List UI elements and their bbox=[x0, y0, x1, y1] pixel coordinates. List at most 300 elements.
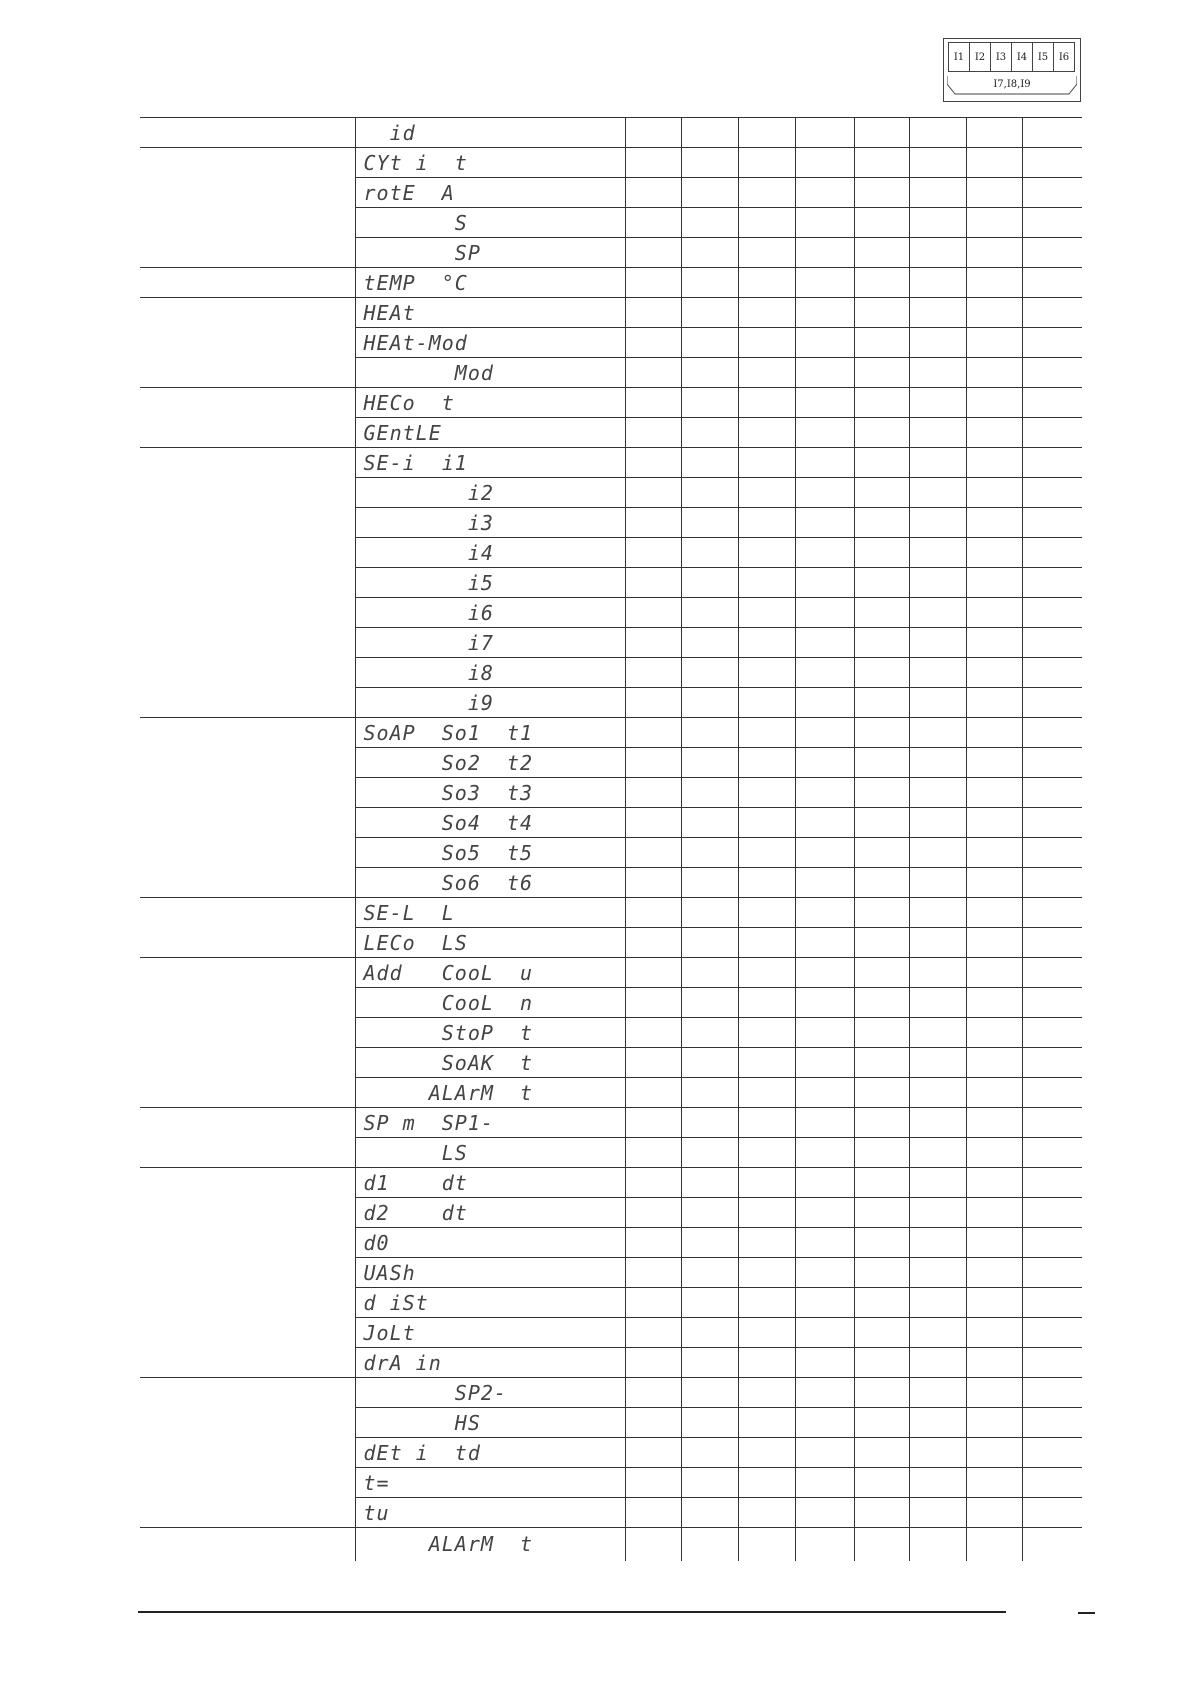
value-cell[interactable] bbox=[854, 148, 909, 178]
value-cell[interactable] bbox=[966, 478, 1022, 508]
value-cell[interactable] bbox=[681, 1468, 738, 1498]
value-cell[interactable] bbox=[909, 448, 966, 478]
value-cell[interactable] bbox=[966, 1258, 1022, 1288]
value-cell[interactable] bbox=[625, 898, 681, 928]
value-cell[interactable] bbox=[909, 1438, 966, 1468]
value-cell[interactable] bbox=[625, 1228, 681, 1258]
value-cell[interactable] bbox=[966, 1318, 1022, 1348]
value-cell[interactable] bbox=[625, 1258, 681, 1288]
value-cell[interactable] bbox=[681, 1408, 738, 1438]
value-cell[interactable] bbox=[966, 1138, 1022, 1168]
value-cell[interactable] bbox=[625, 1288, 681, 1318]
value-cell[interactable] bbox=[681, 718, 738, 748]
value-cell[interactable] bbox=[738, 1078, 795, 1108]
value-cell[interactable] bbox=[966, 268, 1022, 298]
value-cell[interactable] bbox=[909, 598, 966, 628]
value-cell[interactable] bbox=[738, 1468, 795, 1498]
value-cell[interactable] bbox=[909, 628, 966, 658]
value-cell[interactable] bbox=[1022, 1498, 1082, 1528]
value-cell[interactable] bbox=[738, 958, 795, 988]
value-cell[interactable] bbox=[854, 748, 909, 778]
value-cell[interactable] bbox=[1022, 388, 1082, 418]
value-cell[interactable] bbox=[966, 748, 1022, 778]
value-cell[interactable] bbox=[681, 118, 738, 148]
value-cell[interactable] bbox=[738, 1288, 795, 1318]
value-cell[interactable] bbox=[681, 928, 738, 958]
value-cell[interactable] bbox=[966, 298, 1022, 328]
value-cell[interactable] bbox=[681, 478, 738, 508]
value-cell[interactable] bbox=[854, 1438, 909, 1468]
value-cell[interactable] bbox=[795, 778, 854, 808]
value-cell[interactable] bbox=[738, 1318, 795, 1348]
value-cell[interactable] bbox=[681, 1138, 738, 1168]
value-cell[interactable] bbox=[854, 1288, 909, 1318]
value-cell[interactable] bbox=[795, 808, 854, 838]
value-cell[interactable] bbox=[966, 1018, 1022, 1048]
value-cell[interactable] bbox=[738, 1498, 795, 1528]
value-cell[interactable] bbox=[854, 778, 909, 808]
value-cell[interactable] bbox=[909, 1168, 966, 1198]
value-cell[interactable] bbox=[909, 1468, 966, 1498]
value-cell[interactable] bbox=[909, 568, 966, 598]
value-cell[interactable] bbox=[1022, 958, 1082, 988]
value-cell[interactable] bbox=[681, 898, 738, 928]
value-cell[interactable] bbox=[681, 238, 738, 268]
value-cell[interactable] bbox=[738, 328, 795, 358]
value-cell[interactable] bbox=[681, 838, 738, 868]
value-cell[interactable] bbox=[625, 808, 681, 838]
value-cell[interactable] bbox=[681, 1378, 738, 1408]
value-cell[interactable] bbox=[966, 898, 1022, 928]
value-cell[interactable] bbox=[625, 1198, 681, 1228]
value-cell[interactable] bbox=[625, 1318, 681, 1348]
value-cell[interactable] bbox=[1022, 748, 1082, 778]
value-cell[interactable] bbox=[1022, 568, 1082, 598]
value-cell[interactable] bbox=[625, 538, 681, 568]
value-cell[interactable] bbox=[1022, 148, 1082, 178]
value-cell[interactable] bbox=[909, 298, 966, 328]
value-cell[interactable] bbox=[1022, 1468, 1082, 1498]
value-cell[interactable] bbox=[966, 1078, 1022, 1108]
value-cell[interactable] bbox=[854, 478, 909, 508]
value-cell[interactable] bbox=[681, 658, 738, 688]
value-cell[interactable] bbox=[909, 178, 966, 208]
value-cell[interactable] bbox=[681, 148, 738, 178]
value-cell[interactable] bbox=[625, 778, 681, 808]
value-cell[interactable] bbox=[1022, 1528, 1082, 1561]
value-cell[interactable] bbox=[909, 748, 966, 778]
value-cell[interactable] bbox=[966, 1228, 1022, 1258]
value-cell[interactable] bbox=[909, 868, 966, 898]
value-cell[interactable] bbox=[1022, 868, 1082, 898]
value-cell[interactable] bbox=[625, 748, 681, 778]
value-cell[interactable] bbox=[738, 148, 795, 178]
value-cell[interactable] bbox=[966, 508, 1022, 538]
value-cell[interactable] bbox=[854, 718, 909, 748]
value-cell[interactable] bbox=[1022, 658, 1082, 688]
value-cell[interactable] bbox=[795, 298, 854, 328]
value-cell[interactable] bbox=[625, 478, 681, 508]
value-cell[interactable] bbox=[681, 748, 738, 778]
value-cell[interactable] bbox=[1022, 778, 1082, 808]
value-cell[interactable] bbox=[854, 1018, 909, 1048]
value-cell[interactable] bbox=[795, 1078, 854, 1108]
value-cell[interactable] bbox=[625, 868, 681, 898]
value-cell[interactable] bbox=[909, 1258, 966, 1288]
value-cell[interactable] bbox=[854, 958, 909, 988]
value-cell[interactable] bbox=[625, 1048, 681, 1078]
value-cell[interactable] bbox=[966, 568, 1022, 598]
value-cell[interactable] bbox=[681, 178, 738, 208]
value-cell[interactable] bbox=[1022, 718, 1082, 748]
value-cell[interactable] bbox=[795, 898, 854, 928]
value-cell[interactable] bbox=[854, 1408, 909, 1438]
value-cell[interactable] bbox=[681, 418, 738, 448]
value-cell[interactable] bbox=[738, 1018, 795, 1048]
value-cell[interactable] bbox=[738, 1228, 795, 1258]
value-cell[interactable] bbox=[1022, 508, 1082, 538]
value-cell[interactable] bbox=[854, 1498, 909, 1528]
value-cell[interactable] bbox=[966, 688, 1022, 718]
value-cell[interactable] bbox=[854, 448, 909, 478]
value-cell[interactable] bbox=[909, 478, 966, 508]
value-cell[interactable] bbox=[966, 1348, 1022, 1378]
value-cell[interactable] bbox=[795, 718, 854, 748]
value-cell[interactable] bbox=[966, 358, 1022, 388]
value-cell[interactable] bbox=[909, 1228, 966, 1258]
value-cell[interactable] bbox=[738, 1168, 795, 1198]
value-cell[interactable] bbox=[966, 1408, 1022, 1438]
value-cell[interactable] bbox=[854, 838, 909, 868]
value-cell[interactable] bbox=[1022, 1288, 1082, 1318]
value-cell[interactable] bbox=[681, 388, 738, 418]
value-cell[interactable] bbox=[795, 1288, 854, 1318]
value-cell[interactable] bbox=[909, 538, 966, 568]
value-cell[interactable] bbox=[854, 358, 909, 388]
value-cell[interactable] bbox=[909, 118, 966, 148]
value-cell[interactable] bbox=[909, 1378, 966, 1408]
value-cell[interactable] bbox=[795, 418, 854, 448]
value-cell[interactable] bbox=[966, 1108, 1022, 1138]
value-cell[interactable] bbox=[795, 1168, 854, 1198]
value-cell[interactable] bbox=[738, 1138, 795, 1168]
value-cell[interactable] bbox=[681, 358, 738, 388]
value-cell[interactable] bbox=[966, 718, 1022, 748]
value-cell[interactable] bbox=[909, 1498, 966, 1528]
value-cell[interactable] bbox=[738, 208, 795, 238]
value-cell[interactable] bbox=[1022, 1078, 1082, 1108]
value-cell[interactable] bbox=[625, 598, 681, 628]
value-cell[interactable] bbox=[738, 478, 795, 508]
value-cell[interactable] bbox=[738, 868, 795, 898]
value-cell[interactable] bbox=[909, 778, 966, 808]
value-cell[interactable] bbox=[795, 1378, 854, 1408]
value-cell[interactable] bbox=[1022, 928, 1082, 958]
value-cell[interactable] bbox=[625, 1498, 681, 1528]
value-cell[interactable] bbox=[795, 508, 854, 538]
value-cell[interactable] bbox=[854, 808, 909, 838]
value-cell[interactable] bbox=[854, 868, 909, 898]
value-cell[interactable] bbox=[625, 508, 681, 538]
value-cell[interactable] bbox=[738, 568, 795, 598]
value-cell[interactable] bbox=[681, 958, 738, 988]
value-cell[interactable] bbox=[681, 208, 738, 238]
value-cell[interactable] bbox=[738, 1528, 795, 1561]
value-cell[interactable] bbox=[795, 1048, 854, 1078]
value-cell[interactable] bbox=[738, 1408, 795, 1438]
value-cell[interactable] bbox=[1022, 1138, 1082, 1168]
value-cell[interactable] bbox=[909, 958, 966, 988]
value-cell[interactable] bbox=[738, 1348, 795, 1378]
value-cell[interactable] bbox=[909, 1018, 966, 1048]
value-cell[interactable] bbox=[681, 1288, 738, 1318]
value-cell[interactable] bbox=[625, 238, 681, 268]
value-cell[interactable] bbox=[1022, 358, 1082, 388]
value-cell[interactable] bbox=[795, 1438, 854, 1468]
value-cell[interactable] bbox=[909, 238, 966, 268]
value-cell[interactable] bbox=[625, 1138, 681, 1168]
value-cell[interactable] bbox=[625, 658, 681, 688]
value-cell[interactable] bbox=[1022, 808, 1082, 838]
value-cell[interactable] bbox=[909, 148, 966, 178]
value-cell[interactable] bbox=[795, 1408, 854, 1438]
value-cell[interactable] bbox=[909, 1108, 966, 1138]
value-cell[interactable] bbox=[1022, 1108, 1082, 1138]
value-cell[interactable] bbox=[854, 1228, 909, 1258]
value-cell[interactable] bbox=[681, 868, 738, 898]
value-cell[interactable] bbox=[738, 1108, 795, 1138]
value-cell[interactable] bbox=[681, 1498, 738, 1528]
value-cell[interactable] bbox=[909, 268, 966, 298]
value-cell[interactable] bbox=[1022, 988, 1082, 1018]
value-cell[interactable] bbox=[681, 1198, 738, 1228]
value-cell[interactable] bbox=[681, 1018, 738, 1048]
value-cell[interactable] bbox=[738, 118, 795, 148]
value-cell[interactable] bbox=[795, 688, 854, 718]
value-cell[interactable] bbox=[1022, 1408, 1082, 1438]
value-cell[interactable] bbox=[681, 688, 738, 718]
value-cell[interactable] bbox=[795, 538, 854, 568]
value-cell[interactable] bbox=[795, 1318, 854, 1348]
value-cell[interactable] bbox=[738, 1198, 795, 1228]
value-cell[interactable] bbox=[795, 598, 854, 628]
value-cell[interactable] bbox=[1022, 1258, 1082, 1288]
value-cell[interactable] bbox=[738, 1048, 795, 1078]
value-cell[interactable] bbox=[681, 1228, 738, 1258]
value-cell[interactable] bbox=[854, 238, 909, 268]
value-cell[interactable] bbox=[909, 688, 966, 718]
value-cell[interactable] bbox=[909, 418, 966, 448]
value-cell[interactable] bbox=[738, 358, 795, 388]
value-cell[interactable] bbox=[909, 928, 966, 958]
value-cell[interactable] bbox=[625, 418, 681, 448]
value-cell[interactable] bbox=[966, 658, 1022, 688]
value-cell[interactable] bbox=[966, 118, 1022, 148]
value-cell[interactable] bbox=[854, 1318, 909, 1348]
value-cell[interactable] bbox=[854, 538, 909, 568]
value-cell[interactable] bbox=[795, 118, 854, 148]
value-cell[interactable] bbox=[966, 388, 1022, 418]
value-cell[interactable] bbox=[854, 568, 909, 598]
value-cell[interactable] bbox=[738, 808, 795, 838]
value-cell[interactable] bbox=[795, 238, 854, 268]
value-cell[interactable] bbox=[909, 658, 966, 688]
value-cell[interactable] bbox=[854, 688, 909, 718]
value-cell[interactable] bbox=[909, 328, 966, 358]
value-cell[interactable] bbox=[625, 208, 681, 238]
value-cell[interactable] bbox=[738, 928, 795, 958]
value-cell[interactable] bbox=[738, 1378, 795, 1408]
value-cell[interactable] bbox=[625, 1168, 681, 1198]
value-cell[interactable] bbox=[625, 448, 681, 478]
value-cell[interactable] bbox=[909, 988, 966, 1018]
value-cell[interactable] bbox=[795, 838, 854, 868]
value-cell[interactable] bbox=[738, 988, 795, 1018]
value-cell[interactable] bbox=[795, 568, 854, 598]
value-cell[interactable] bbox=[909, 898, 966, 928]
value-cell[interactable] bbox=[738, 418, 795, 448]
value-cell[interactable] bbox=[625, 298, 681, 328]
value-cell[interactable] bbox=[795, 748, 854, 778]
value-cell[interactable] bbox=[625, 1528, 681, 1561]
value-cell[interactable] bbox=[1022, 238, 1082, 268]
value-cell[interactable] bbox=[854, 1378, 909, 1408]
value-cell[interactable] bbox=[681, 988, 738, 1018]
value-cell[interactable] bbox=[966, 928, 1022, 958]
value-cell[interactable] bbox=[854, 418, 909, 448]
value-cell[interactable] bbox=[966, 988, 1022, 1018]
value-cell[interactable] bbox=[738, 658, 795, 688]
value-cell[interactable] bbox=[966, 178, 1022, 208]
value-cell[interactable] bbox=[681, 1348, 738, 1378]
value-cell[interactable] bbox=[909, 718, 966, 748]
value-cell[interactable] bbox=[625, 328, 681, 358]
value-cell[interactable] bbox=[966, 208, 1022, 238]
value-cell[interactable] bbox=[795, 1528, 854, 1561]
value-cell[interactable] bbox=[1022, 208, 1082, 238]
value-cell[interactable] bbox=[738, 898, 795, 928]
value-cell[interactable] bbox=[909, 808, 966, 838]
value-cell[interactable] bbox=[738, 388, 795, 418]
value-cell[interactable] bbox=[795, 388, 854, 418]
value-cell[interactable] bbox=[966, 778, 1022, 808]
value-cell[interactable] bbox=[738, 778, 795, 808]
value-cell[interactable] bbox=[795, 1348, 854, 1378]
value-cell[interactable] bbox=[625, 568, 681, 598]
value-cell[interactable] bbox=[625, 1438, 681, 1468]
value-cell[interactable] bbox=[854, 1078, 909, 1108]
value-cell[interactable] bbox=[966, 958, 1022, 988]
value-cell[interactable] bbox=[681, 298, 738, 328]
value-cell[interactable] bbox=[1022, 448, 1082, 478]
value-cell[interactable] bbox=[966, 1498, 1022, 1528]
value-cell[interactable] bbox=[795, 1108, 854, 1138]
value-cell[interactable] bbox=[681, 1258, 738, 1288]
value-cell[interactable] bbox=[625, 1018, 681, 1048]
value-cell[interactable] bbox=[795, 1198, 854, 1228]
value-cell[interactable] bbox=[909, 1288, 966, 1318]
value-cell[interactable] bbox=[795, 1258, 854, 1288]
value-cell[interactable] bbox=[909, 1078, 966, 1108]
value-cell[interactable] bbox=[854, 598, 909, 628]
value-cell[interactable] bbox=[966, 808, 1022, 838]
value-cell[interactable] bbox=[681, 1168, 738, 1198]
value-cell[interactable] bbox=[854, 928, 909, 958]
value-cell[interactable] bbox=[966, 238, 1022, 268]
value-cell[interactable] bbox=[854, 1258, 909, 1288]
value-cell[interactable] bbox=[909, 1198, 966, 1228]
value-cell[interactable] bbox=[1022, 1168, 1082, 1198]
value-cell[interactable] bbox=[625, 148, 681, 178]
value-cell[interactable] bbox=[854, 658, 909, 688]
value-cell[interactable] bbox=[681, 1108, 738, 1138]
value-cell[interactable] bbox=[625, 118, 681, 148]
value-cell[interactable] bbox=[681, 538, 738, 568]
value-cell[interactable] bbox=[625, 958, 681, 988]
value-cell[interactable] bbox=[795, 628, 854, 658]
value-cell[interactable] bbox=[966, 1198, 1022, 1228]
value-cell[interactable] bbox=[625, 1468, 681, 1498]
value-cell[interactable] bbox=[681, 628, 738, 658]
value-cell[interactable] bbox=[854, 1528, 909, 1561]
value-cell[interactable] bbox=[909, 388, 966, 418]
value-cell[interactable] bbox=[909, 838, 966, 868]
value-cell[interactable] bbox=[625, 358, 681, 388]
value-cell[interactable] bbox=[738, 538, 795, 568]
value-cell[interactable] bbox=[625, 178, 681, 208]
value-cell[interactable] bbox=[681, 808, 738, 838]
value-cell[interactable] bbox=[1022, 1378, 1082, 1408]
value-cell[interactable] bbox=[738, 718, 795, 748]
value-cell[interactable] bbox=[1022, 688, 1082, 718]
value-cell[interactable] bbox=[966, 418, 1022, 448]
value-cell[interactable] bbox=[966, 1528, 1022, 1561]
value-cell[interactable] bbox=[966, 448, 1022, 478]
value-cell[interactable] bbox=[854, 988, 909, 1018]
value-cell[interactable] bbox=[738, 238, 795, 268]
value-cell[interactable] bbox=[1022, 328, 1082, 358]
value-cell[interactable] bbox=[681, 1048, 738, 1078]
value-cell[interactable] bbox=[854, 898, 909, 928]
value-cell[interactable] bbox=[738, 838, 795, 868]
value-cell[interactable] bbox=[966, 598, 1022, 628]
value-cell[interactable] bbox=[966, 148, 1022, 178]
value-cell[interactable] bbox=[854, 268, 909, 298]
value-cell[interactable] bbox=[625, 1348, 681, 1378]
value-cell[interactable] bbox=[738, 298, 795, 328]
value-cell[interactable] bbox=[1022, 118, 1082, 148]
value-cell[interactable] bbox=[795, 1468, 854, 1498]
value-cell[interactable] bbox=[795, 868, 854, 898]
value-cell[interactable] bbox=[966, 1168, 1022, 1198]
value-cell[interactable] bbox=[909, 508, 966, 538]
value-cell[interactable] bbox=[854, 1168, 909, 1198]
value-cell[interactable] bbox=[1022, 268, 1082, 298]
value-cell[interactable] bbox=[966, 328, 1022, 358]
value-cell[interactable] bbox=[625, 1378, 681, 1408]
value-cell[interactable] bbox=[1022, 1018, 1082, 1048]
value-cell[interactable] bbox=[625, 1108, 681, 1138]
value-cell[interactable] bbox=[681, 778, 738, 808]
value-cell[interactable] bbox=[625, 268, 681, 298]
value-cell[interactable] bbox=[909, 1318, 966, 1348]
value-cell[interactable] bbox=[909, 1528, 966, 1561]
value-cell[interactable] bbox=[854, 1198, 909, 1228]
value-cell[interactable] bbox=[625, 388, 681, 418]
value-cell[interactable] bbox=[738, 628, 795, 658]
value-cell[interactable] bbox=[681, 1318, 738, 1348]
value-cell[interactable] bbox=[681, 568, 738, 598]
